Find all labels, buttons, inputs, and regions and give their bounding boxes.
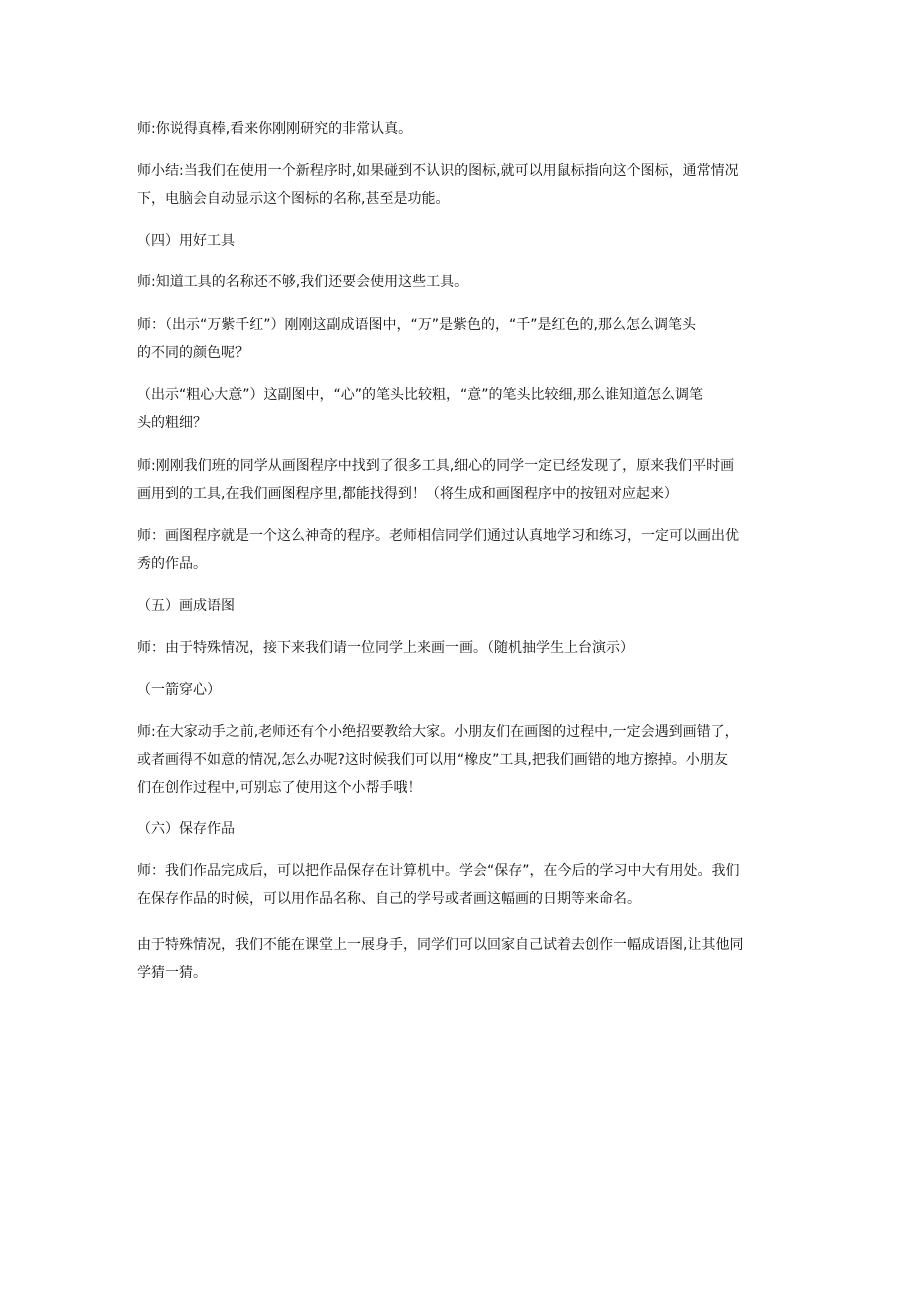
text-line: 学猜一猜。 [137,965,207,981]
text-line: 师:知道工具的名称还不够,我们还要会使用这些工具。 [137,274,469,290]
text-line: 们在创作过程中,可别忘了使用这个小帮手哦！ [137,780,422,796]
text-line: 师:刚刚我们班的同学从画图程序中找到了很多工具,细心的同学一定已经发现了，原来我们平时画 [137,458,735,474]
text-line: 师：由于特殊情况，接下来我们请一位同学上来画一画。（随机抽学生上台演示） [137,640,634,656]
paragraph-student-demo [137,634,787,662]
text-line: 师：画图程序就是一个这么神奇的程序。老师相信同学们通过认真地学习和练习，一定可以画出优 [137,528,739,544]
paragraph-eraser-tip [137,718,787,802]
text-line: （一箭穿心） [137,682,221,698]
heading-text: （四）用好工具 [137,233,235,249]
section-heading-draw-idiom [137,592,787,620]
text-line: 画用到的工具,在我们画图程序里,都能找得到！（将生成和画图程序中的按钮对应起来） [137,486,678,502]
heading-text: （六）保存作品 [137,821,235,837]
paragraph-teacher-summary [137,157,787,213]
paragraph-homework [137,931,787,987]
paragraph-color-question [137,311,787,367]
text-line: 的不同的颜色呢？ [137,345,249,361]
text-line: 师：我们作品完成后，可以把作品保存在计算机中。学会“保存”，在今后的学习中大有用处。我们 [137,863,740,879]
text-line: 师:你说得真棒,看来你刚刚研究的非常认真。 [137,121,413,137]
paragraph-magic-program [137,522,787,578]
text-line: （出示“粗心大意”）这副图中，“心”的笔头比较粗，“意”的笔头比较细,那么谁知道怎么调笔 [137,387,703,403]
text-line: 在保存作品的时候，可以用作品名称、自己的学号或者画这幅画的日期等来命名。 [137,891,641,907]
text-line: 头的粗细？ [137,415,207,431]
heading-text: （五）画成语图 [137,598,235,614]
text-line: 秀的作品。 [137,556,207,572]
section-heading-save-work [137,815,787,843]
text-line: 下，电脑会自动显示这个图标的名称,甚至是功能。 [137,191,450,207]
text-line: 由于特殊情况，我们不能在课堂上一展身手，同学们可以回家自己试着去创作一幅成语图,让其他同 [137,937,744,953]
paragraph-thickness-question [137,381,787,437]
text-line: 师:在大家动手之前,老师还有个小绝招要教给大家。小朋友们在画图的过程中,一定会遇到画错了， [137,724,739,740]
section-heading-use-tools [137,227,787,255]
paragraph-know-tools [137,268,787,296]
text-line: 或者画得不如意的情况,怎么办呢?这时候我们可以用“橡皮”工具,把我们画错的地方擦掉。小朋友 [137,752,728,768]
text-line: 师小结:当我们在使用一个新程序时,如果碰到不认识的图标,就可以用鼠标指向这个图标，通常情况 [137,163,739,179]
paragraph-save-instructions [137,857,787,913]
text-line: 师：（出示“万紫千红”）刚刚这副成语图中，“万”是紫色的，“千”是红色的,那么怎么调笔头 [137,317,696,333]
document-page [137,0,787,1301]
paragraph-teacher-praise [137,115,787,143]
paragraph-found-tools [137,452,787,508]
idiom-title [137,676,787,704]
